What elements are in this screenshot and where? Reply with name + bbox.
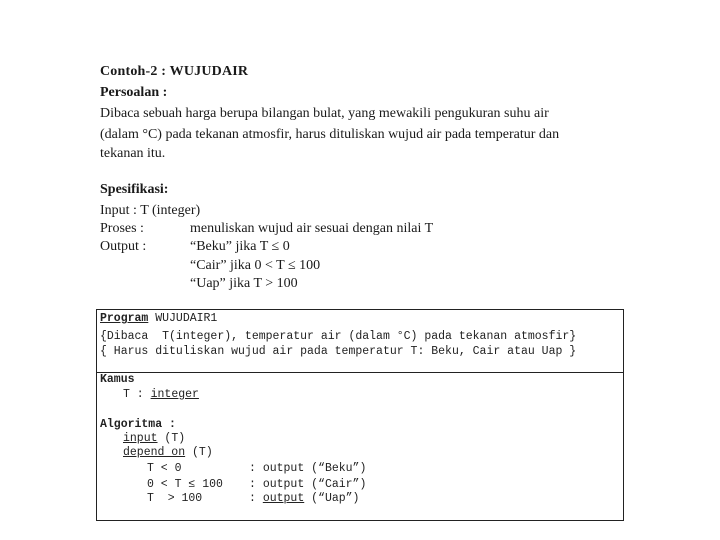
program-keyword: Program [100,312,149,325]
program-header-box [96,309,624,373]
spec-output-uap: “Uap” jika T > 100 [190,276,298,291]
case-2-action [249,478,366,492]
persoalan-line-1: Dibaca sebuah harga berupa bilangan bulat, yang mewakili pengukuran suhu air [100,106,549,121]
program-body-box [96,372,624,521]
case-2-output-keyword: output [262,478,305,491]
case-1-sep: : [249,462,263,475]
case-3-output-keyword: output [262,492,305,505]
case-3-condition: T > 100 [147,492,203,505]
case-1-action [249,462,366,476]
spec-input: Input : T (integer) [100,203,201,218]
spec-output-label: Output : [100,239,147,254]
case-3-output-arg: (“Uap”) [304,492,360,505]
persoalan-heading: Persoalan : [100,85,168,100]
input-keyword: input [123,432,158,445]
decl-type: integer [150,388,199,401]
program-name: WUJUDAIR1 [155,312,218,325]
page-title: Contoh-2 : WUJUDAIR [100,64,249,79]
case-2-sep: : [249,478,263,491]
spec-output-cair: “Cair” jika 0 < T ≤ 100 [190,258,321,273]
case-1-output-keyword: output [262,462,305,475]
program-comment-2: { Harus dituliskan wujud air pada temperatur T: Beku, Cair atau Uap } [100,345,577,358]
depend-keyword: depend on [123,446,186,459]
algoritma-heading: Algoritma : [100,418,176,431]
decl-name: T : [123,388,151,401]
spesifikasi-heading: Spesifikasi: [100,182,169,197]
algo-depend-line [123,446,213,460]
program-comment-1: {Dibaca T(integer), temperatur air (dalam °C) pada tekanan atmosfir} [100,330,577,343]
spec-proses-text: menuliskan wujud air sesuai dengan nilai T [190,221,434,236]
kamus-declaration [123,388,199,402]
case-2-output-arg: (“Cair”) [304,478,367,491]
algo-input-line [123,432,185,446]
program-line [100,312,217,326]
case-3-sep: : [249,492,263,505]
case-1-output-arg: (“Beku”) [304,462,367,475]
persoalan-line-2: (dalam °C) pada tekanan atmosfir, harus dituliskan wujud air pada temperatur dan [100,127,560,142]
spec-proses-label: Proses : [100,221,144,236]
case-3-action [249,492,359,506]
case-1-condition: T < 0 [147,462,182,475]
persoalan-line-3: tekanan itu. [100,146,166,161]
kamus-heading: Kamus [100,373,135,386]
input-arg: (T) [157,432,186,445]
spec-output-beku: “Beku” jika T ≤ 0 [190,239,290,254]
depend-arg: (T) [185,446,213,459]
case-2-condition: 0 < T ≤ 100 [147,478,223,491]
